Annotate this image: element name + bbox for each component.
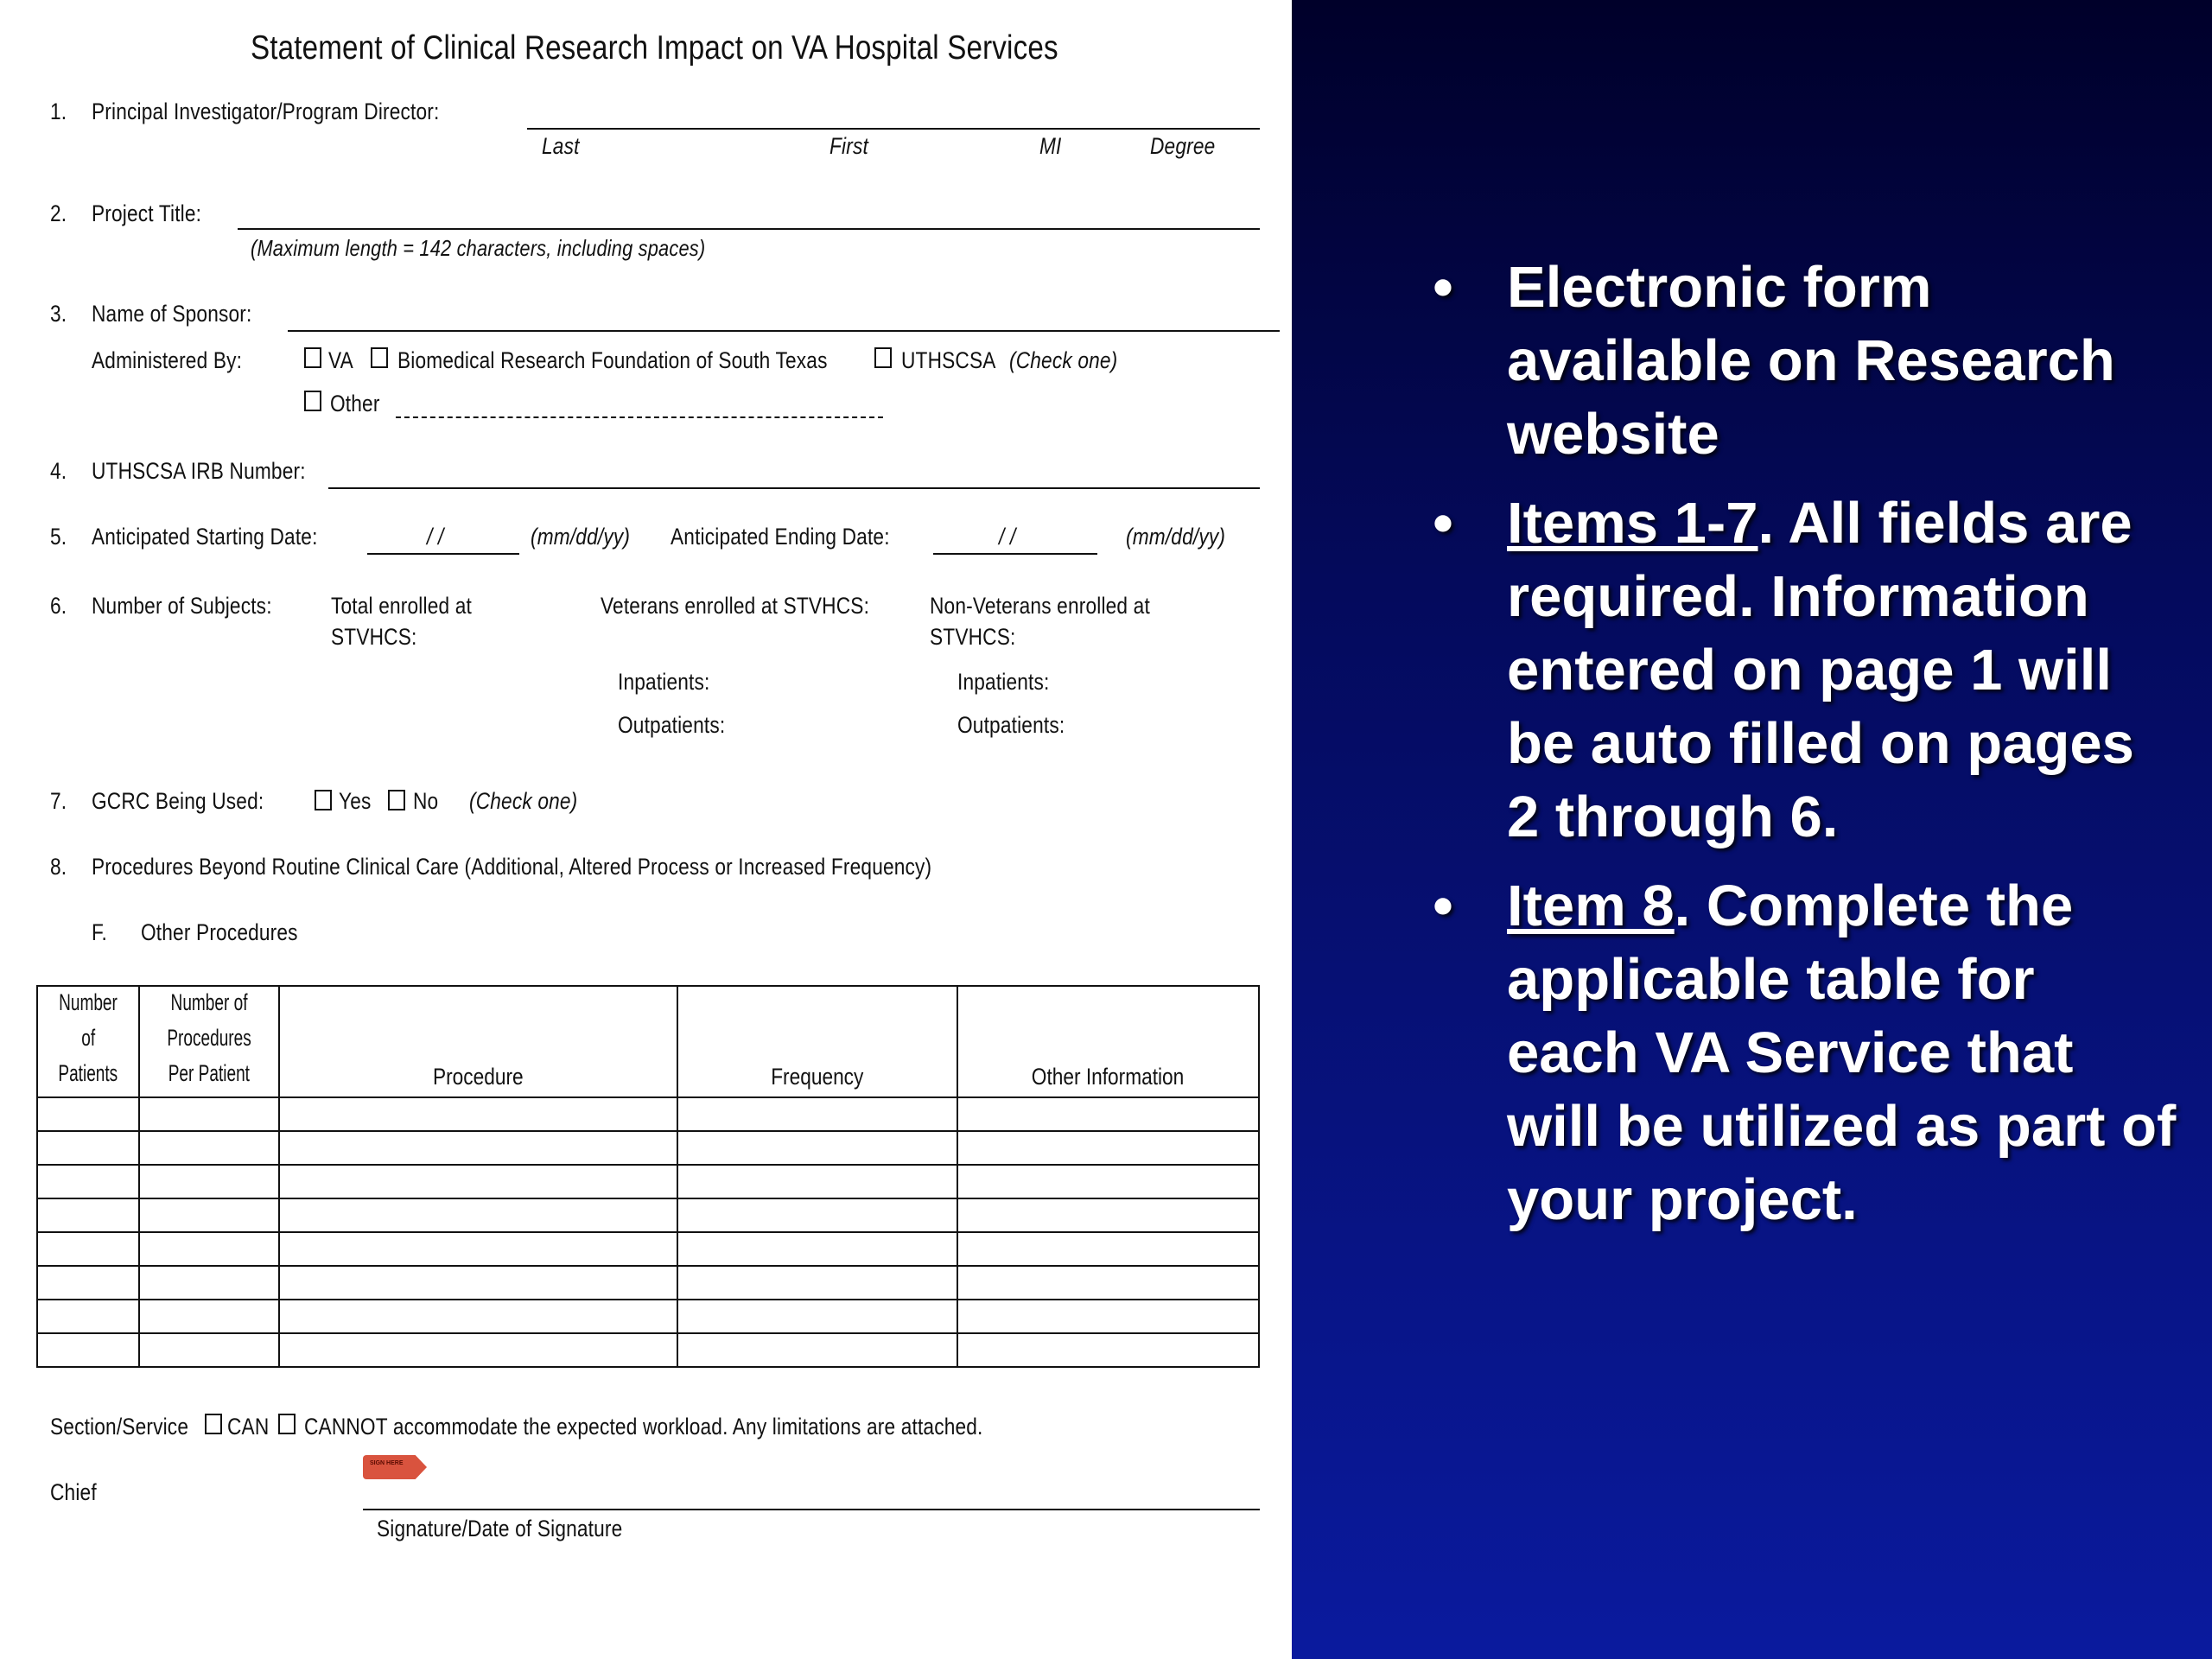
table-cell[interactable]: [279, 1198, 677, 1232]
table-cell[interactable]: [37, 1266, 139, 1300]
table-cell[interactable]: [957, 1266, 1259, 1300]
col-procedures-per-patient: Number of Procedures Per Patient: [139, 986, 279, 1097]
project-title-label: Project Title:: [92, 200, 202, 226]
administered-by-label: Administered By:: [92, 347, 243, 373]
signature-caption: Signature/Date of Signature: [377, 1516, 623, 1541]
table-cell[interactable]: [37, 1198, 139, 1232]
table-cell[interactable]: [139, 1131, 279, 1165]
project-title-hint: (Maximum length = 142 characters, including spaces): [251, 235, 706, 261]
other-option-label: Other: [330, 391, 380, 416]
table-row: [37, 1165, 1259, 1198]
table-cell[interactable]: [279, 1131, 677, 1165]
check-one-note: (Check one): [1009, 347, 1118, 373]
bullet-3-heading: Item 8: [1507, 874, 1675, 938]
other-procedures-label: Other Procedures: [141, 919, 298, 945]
start-date-slashes: / /: [427, 524, 444, 550]
table-cell[interactable]: [37, 1131, 139, 1165]
bullet-2-heading: Items 1-7: [1507, 491, 1758, 556]
project-title-field[interactable]: [238, 228, 1260, 230]
table-cell[interactable]: [677, 1266, 957, 1300]
procedures-table: [36, 985, 1260, 1368]
nonveterans-inpatients-label: Inpatients:: [957, 669, 1050, 695]
bullet-item-3: [1417, 869, 2177, 1236]
table-cell[interactable]: [677, 1165, 957, 1198]
gcrc-no-checkbox[interactable]: [388, 790, 405, 810]
item8-number: 8.: [50, 854, 67, 880]
bullet-item-2: [1417, 486, 2177, 854]
table-cell[interactable]: [37, 1097, 139, 1131]
table-cell[interactable]: [957, 1300, 1259, 1333]
table-cell[interactable]: [279, 1097, 677, 1131]
table-cell[interactable]: [279, 1165, 677, 1198]
item4-number: 4.: [50, 458, 67, 484]
subjects-label: Number of Subjects:: [92, 593, 272, 619]
nonveterans-outpatients-label: Outpatients:: [957, 712, 1065, 738]
table-cell[interactable]: [37, 1232, 139, 1266]
table-cell[interactable]: [677, 1300, 957, 1333]
item1-number: 1.: [50, 99, 67, 124]
pi-label: Principal Investigator/Program Director:: [92, 99, 440, 124]
chief-label: Chief: [50, 1479, 97, 1505]
can-label: CAN: [227, 1414, 270, 1440]
signature-field[interactable]: [363, 1509, 1260, 1510]
sponsor-field[interactable]: [288, 330, 1280, 332]
table-cell[interactable]: [37, 1300, 139, 1333]
gcrc-no-label: No: [413, 788, 439, 814]
item3-number: 3.: [50, 301, 67, 327]
table-cell[interactable]: [139, 1198, 279, 1232]
uthscsa-option-label: UTHSCSA: [901, 347, 996, 373]
bullet-3-text: . Complete the applicable table for each VA Service that will be utilized as part of your project.: [1507, 874, 2177, 1232]
bullet-2-text: . All fields are required. Information entered on page 1 will be auto filled on pages 2 through 6.: [1507, 491, 2134, 849]
form-title: Statement of Clinical Research Impact on VA Hospital Services: [251, 29, 1058, 67]
table-row: [37, 1333, 1259, 1367]
biomedical-checkbox[interactable]: [371, 347, 388, 368]
start-date-format: (mm/dd/yy): [531, 524, 631, 550]
table-cell[interactable]: [677, 1131, 957, 1165]
bullet-marker: •: [1433, 491, 1453, 556]
table-cell[interactable]: [677, 1232, 957, 1266]
total-enrolled-label-1: Total enrolled at: [331, 593, 472, 619]
subsection-letter: F.: [92, 919, 107, 945]
sign-here-flag-icon[interactable]: [363, 1455, 427, 1479]
table-cell[interactable]: [139, 1232, 279, 1266]
gcrc-label: GCRC Being Used:: [92, 788, 264, 814]
table-cell[interactable]: [279, 1266, 677, 1300]
table-cell[interactable]: [279, 1300, 677, 1333]
end-date-slashes: / /: [999, 524, 1016, 550]
end-date-format: (mm/dd/yy): [1126, 524, 1226, 550]
table-cell[interactable]: [677, 1097, 957, 1131]
bullet-marker: •: [1433, 255, 1453, 320]
irb-label: UTHSCSA IRB Number:: [92, 458, 306, 484]
pi-mi-caption: MI: [1039, 133, 1062, 159]
table-row: [37, 1097, 1259, 1131]
table-cell[interactable]: [957, 1165, 1259, 1198]
biomedical-option-label: Biomedical Research Foundation of South Texas: [397, 347, 828, 373]
item7-number: 7.: [50, 788, 67, 814]
table-cell[interactable]: [139, 1266, 279, 1300]
veterans-inpatients-label: Inpatients:: [618, 669, 710, 695]
cannot-statement: CANNOT accommodate the expected workload. Any limitations are attached.: [304, 1414, 983, 1440]
table-cell[interactable]: [957, 1097, 1259, 1131]
table-row: [37, 1232, 1259, 1266]
end-date-label: Anticipated Ending Date:: [671, 524, 890, 550]
table-cell[interactable]: [139, 1333, 279, 1367]
gcrc-yes-label: Yes: [339, 788, 372, 814]
can-checkbox[interactable]: [205, 1414, 222, 1434]
nonveterans-enrolled-label-2: STVHCS:: [930, 624, 1016, 650]
irb-field[interactable]: [328, 487, 1260, 489]
table-cell[interactable]: [957, 1198, 1259, 1232]
table-cell[interactable]: [677, 1198, 957, 1232]
pi-first-caption: First: [830, 133, 868, 159]
table-cell[interactable]: [957, 1131, 1259, 1165]
va-option-label: VA: [328, 347, 353, 373]
table-row: [37, 1300, 1259, 1333]
va-checkbox[interactable]: [304, 347, 321, 368]
table-header-row: [37, 986, 1259, 1097]
sign-here-text: SIGN HERE: [370, 1460, 404, 1466]
start-date-field[interactable]: [367, 553, 519, 555]
end-date-field[interactable]: [933, 553, 1097, 555]
section-service-label: Section/Service: [50, 1414, 189, 1440]
col-other-information: Other Information: [957, 986, 1259, 1097]
uthscsa-checkbox[interactable]: [874, 347, 892, 368]
cannot-checkbox[interactable]: [278, 1414, 296, 1434]
table-cell[interactable]: [677, 1333, 957, 1367]
col-frequency: Frequency: [677, 986, 957, 1097]
table-row: [37, 1131, 1259, 1165]
pi-name-field[interactable]: [527, 128, 1260, 130]
total-enrolled-label-2: STVHCS:: [331, 624, 417, 650]
item5-number: 5.: [50, 524, 67, 550]
table-cell[interactable]: [139, 1097, 279, 1131]
veterans-enrolled-label: Veterans enrolled at STVHCS:: [601, 593, 870, 619]
other-field[interactable]: [396, 416, 883, 418]
bullet-marker: •: [1433, 874, 1453, 938]
table-cell[interactable]: [37, 1333, 139, 1367]
sponsor-label: Name of Sponsor:: [92, 301, 252, 327]
gcrc-check-one-note: (Check one): [469, 788, 578, 814]
table-row: [37, 1266, 1259, 1300]
nonveterans-enrolled-label-1: Non-Veterans enrolled at: [930, 593, 1150, 619]
item6-number: 6.: [50, 593, 67, 619]
bullet-item-1: [1417, 251, 2177, 471]
table-cell[interactable]: [279, 1333, 677, 1367]
slide-bullet-list: [1417, 251, 2177, 1252]
procedures-label: Procedures Beyond Routine Clinical Care (Additional, Altered Process or Increased Frequency): [92, 854, 932, 880]
col-procedure: Procedure: [279, 986, 677, 1097]
table-cell[interactable]: [139, 1300, 279, 1333]
start-date-label: Anticipated Starting Date:: [92, 524, 318, 550]
table-cell[interactable]: [957, 1333, 1259, 1367]
table-cell[interactable]: [279, 1232, 677, 1266]
table-cell[interactable]: [957, 1232, 1259, 1266]
pi-degree-caption: Degree: [1150, 133, 1216, 159]
gcrc-yes-checkbox[interactable]: [315, 790, 332, 810]
bullet-1-text: Electronic form available on Research website: [1507, 255, 2115, 467]
table-cell[interactable]: [139, 1165, 279, 1198]
table-row: [37, 1198, 1259, 1232]
pi-last-caption: Last: [542, 133, 580, 159]
item2-number: 2.: [50, 200, 67, 226]
other-checkbox[interactable]: [304, 391, 321, 411]
col-number-of-patients: Number of Patients: [37, 986, 139, 1097]
table-cell[interactable]: [37, 1165, 139, 1198]
veterans-outpatients-label: Outpatients:: [618, 712, 726, 738]
